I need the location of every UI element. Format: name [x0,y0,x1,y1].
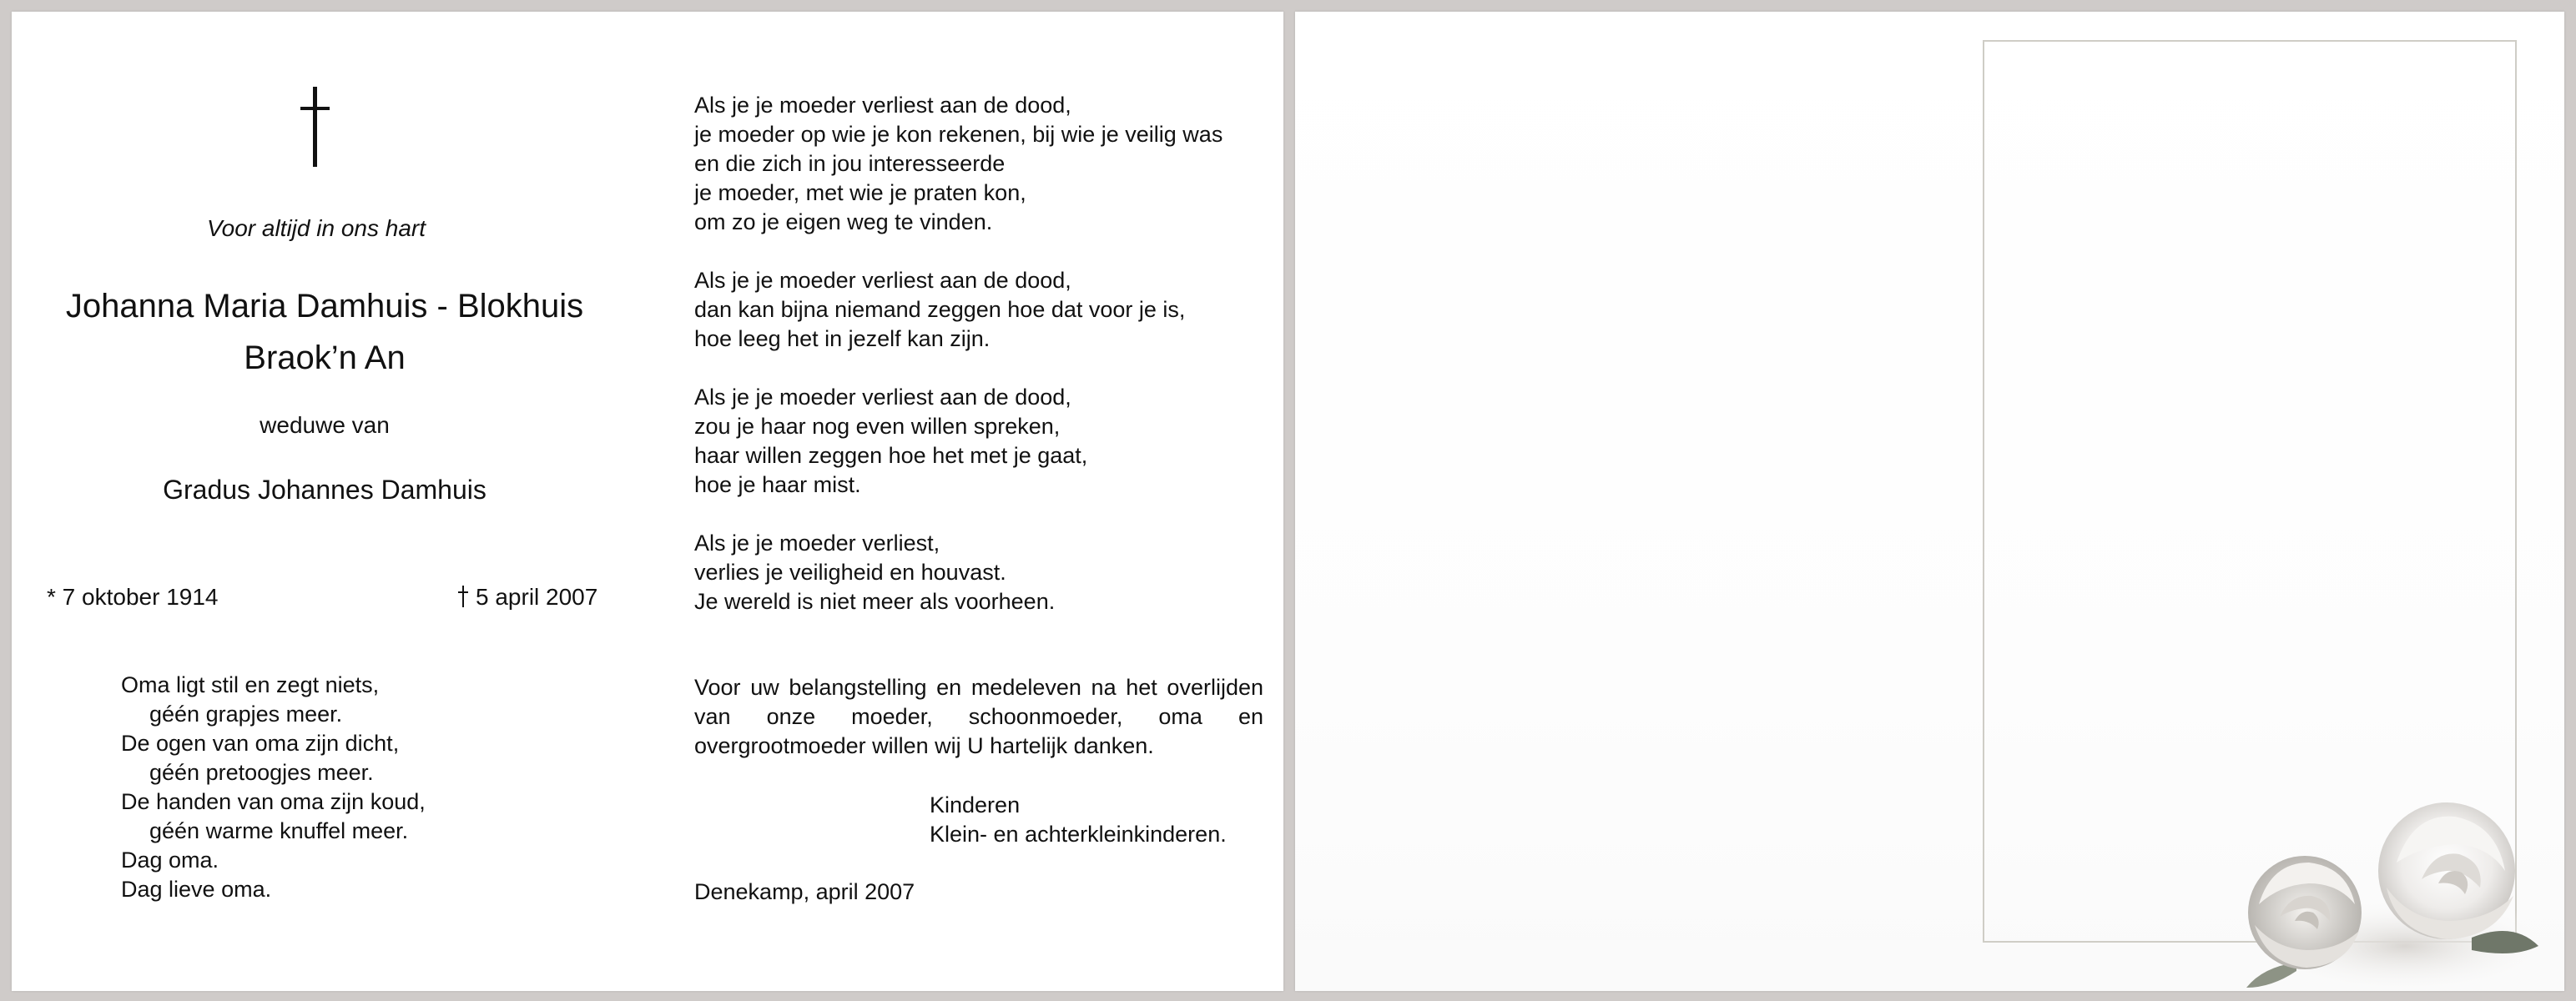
motto: Voor altijd in ons hart [207,215,426,241]
poem-line: Je wereld is niet meer als voorheen. [694,589,1056,614]
poem-line: géén warme knuffel meer. [149,818,409,843]
white-roses-image [2196,779,2547,991]
death-date-block [457,584,597,611]
poem-line: De handen van oma zijn koud, [121,789,426,814]
poem-line: Dag oma. [121,848,219,873]
birth-date: * 7 oktober 1914 [47,584,219,610]
deceased-nickname: Braok’n An [244,340,406,376]
poem-line: om zo je eigen weg te vinden. [694,209,993,234]
thank-you-text: Voor uw belangstelling en medeleven na het overlijden van onze moeder, schoonmoeder, oma en overgrootmoeder willen wij U hartelijk danken. [694,675,1263,758]
poem-line: Als je je moeder verliest aan de dood, [694,268,1071,293]
poem-line: Als je je moeder verliest, [694,531,940,556]
poem-line: dan kan bijna niemand zeggen hoe dat voor je is, [694,297,1186,322]
cross-icon [297,87,334,170]
poem-line: Als je je moeder verliest aan de dood, [694,385,1071,410]
deceased-name [12,280,638,384]
poem-stanza [694,383,1270,500]
place-date: Denekamp, april 2007 [694,879,915,904]
poem-line: hoe leeg het in jezelf kan zijn. [694,326,991,351]
poem-line: je moeder, met wie je praten kon, [694,180,1026,205]
oma-poem [121,671,426,904]
poem-line: hoe je haar mist. [694,472,861,497]
widow-label: weduwe van [260,412,390,438]
poem-line: géén pretoogjes meer. [149,760,374,785]
poem-line: en die zich in jou interesseerde [694,151,1006,176]
poem-line: haar willen zeggen hoe het met je gaat, [694,443,1088,468]
poem-line: verlies je veiligheid en houvast. [694,560,1006,585]
death-date: 5 april 2007 [476,584,598,610]
poem-line: Dag lieve oma. [121,877,272,902]
poem-line: Als je je moeder verliest aan de dood, [694,93,1071,118]
signature [930,791,1227,849]
poem-line: De ogen van oma zijn dicht, [121,731,400,756]
signature-line: Klein- en achterkleinkinderen. [930,822,1227,847]
card-cover [1295,12,2564,991]
husband-name: Gradus Johannes Damhuis [163,475,486,505]
poem-line: Oma ligt stil en zegt niets, [121,672,380,697]
poem-stanza [694,91,1270,237]
small-cross-icon [457,586,469,607]
poem-stanza [694,266,1270,354]
deceased-full-name: Johanna Maria Damhuis - Blokhuis [65,288,584,324]
mother-poem [694,91,1270,646]
poem-stanza [694,529,1270,616]
poem-line: géén grapjes meer. [149,702,343,727]
poem-line: je moeder op wie je kon rekenen, bij wie je veilig was [694,122,1223,147]
poem-line: zou je haar nog even willen spreken, [694,414,1061,439]
card-inner-spread [12,12,1283,991]
signature-line: Kinderen [930,792,1021,817]
